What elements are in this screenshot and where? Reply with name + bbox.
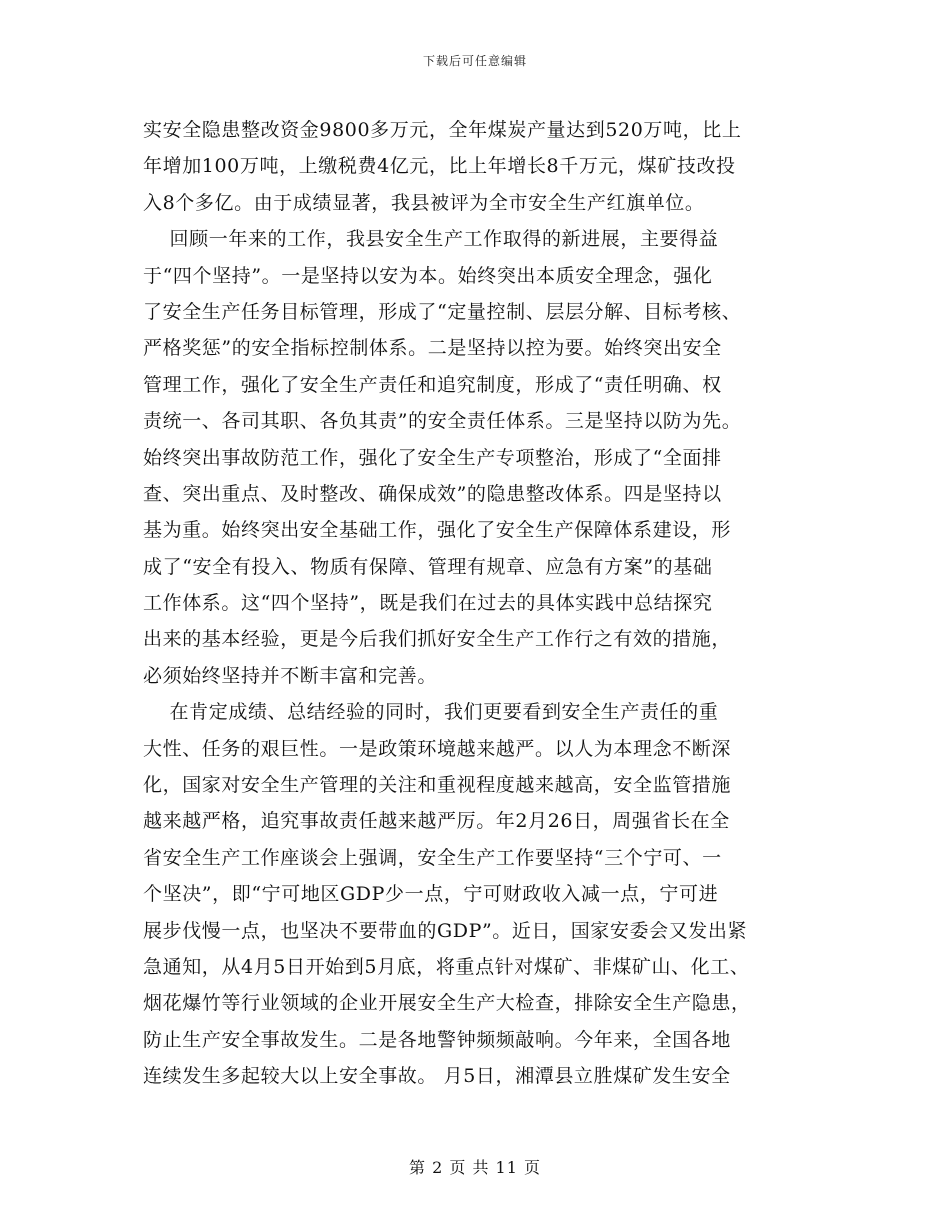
document-body	[143, 112, 823, 1095]
text-line: 成了“安全有投入、物质有保障、管理有规章、应急有方案”的基础	[143, 555, 713, 578]
text-line: 始终突出事故防范工作，强化了安全生产专项整治，形成了“全面排	[143, 446, 722, 469]
text-line: 查、突出重点、及时整改、确保成效”的隐患整改体系。四是坚持以	[143, 482, 722, 505]
text-line: 于“四个坚持”。一是坚持以安为本。始终突出本质安全理念，强化	[143, 264, 713, 287]
text-line: 大性、任务的艰巨性。一是政策环境越来越严。以人为本理念不断深	[143, 737, 732, 760]
text-line: 必须始终坚持并不断丰富和完善。	[143, 664, 438, 687]
text-line: 严格奖惩”的安全指标控制体系。二是坚持以控为要。始终突出安全	[143, 337, 722, 360]
page-footer: 第 2 页 共 11 页	[409, 1158, 541, 1177]
text-line: 展步伐慢一点，也坚决不要带血的GDP”。近日，国家安委会又发出紧	[143, 919, 748, 942]
text-line: 工作体系。这“四个坚持”，既是我们在过去的具体实践中总结探究	[143, 592, 713, 615]
text-line: 防止生产安全事故发生。二是各地警钟频频敲响。今年来，全国各地	[143, 1028, 732, 1051]
text-line: 个坚决”，即“宁可地区GDP少一点，宁可财政收入减一点，宁可进	[143, 883, 719, 906]
text-line: 管理工作，强化了安全生产责任和追究制度，形成了“责任明确、权	[143, 373, 722, 396]
text-line: 责统一、各司其职、各负其责”的安全责任体系。三是坚持以防为先。	[143, 410, 742, 433]
text-line: 出来的基本经验，更是今后我们抓好安全生产工作行之有效的措施，	[143, 628, 732, 651]
text-line: 急通知，从4月5日开始到5月底，将重点针对煤矿、非煤矿山、化工、	[143, 955, 750, 978]
text-line: 越来越严格，追究事故责任越来越严厉。年2月26日，周强省长在全	[143, 810, 730, 833]
text-line: 在肯定成绩、总结经验的同时，我们更要看到安全生产责任的重	[143, 701, 719, 724]
text-line: 实安全隐患整改资金9800多万元，全年煤炭产量达到520万吨，比上	[143, 119, 742, 141]
text-line: 化，国家对安全生产管理的关注和重视程度越来越高，安全监管措施	[143, 774, 732, 797]
text-line: 连续发生多起较大以上安全事故。 月5日，湘潭县立胜煤矿发生安全	[143, 1065, 731, 1088]
text-line: 年增加100万吨，上缴税费4亿元，比上年增长8千万元，煤矿技改投	[143, 155, 736, 178]
page-header: 下载后可任意编辑	[422, 54, 527, 68]
text-line: 了安全生产任务目标管理，形成了“定量控制、层层分解、目标考核、	[143, 300, 742, 323]
text-line: 烟花爆竹等行业领域的企业开展安全生产大检查，排除安全生产隐患，	[143, 992, 751, 1015]
text-line: 基为重。始终突出安全基础工作，强化了安全生产保障体系建设，形	[143, 519, 732, 542]
text-line: 回顾一年来的工作，我县安全生产工作取得的新进展，主要得益	[143, 228, 719, 251]
text-line: 省安全生产工作座谈会上强调，安全生产工作要坚持“三个宁可、一	[143, 846, 722, 869]
text-line: 入8个多亿。由于成绩显著，我县被评为全市安全生产红旗单位。	[143, 191, 705, 214]
